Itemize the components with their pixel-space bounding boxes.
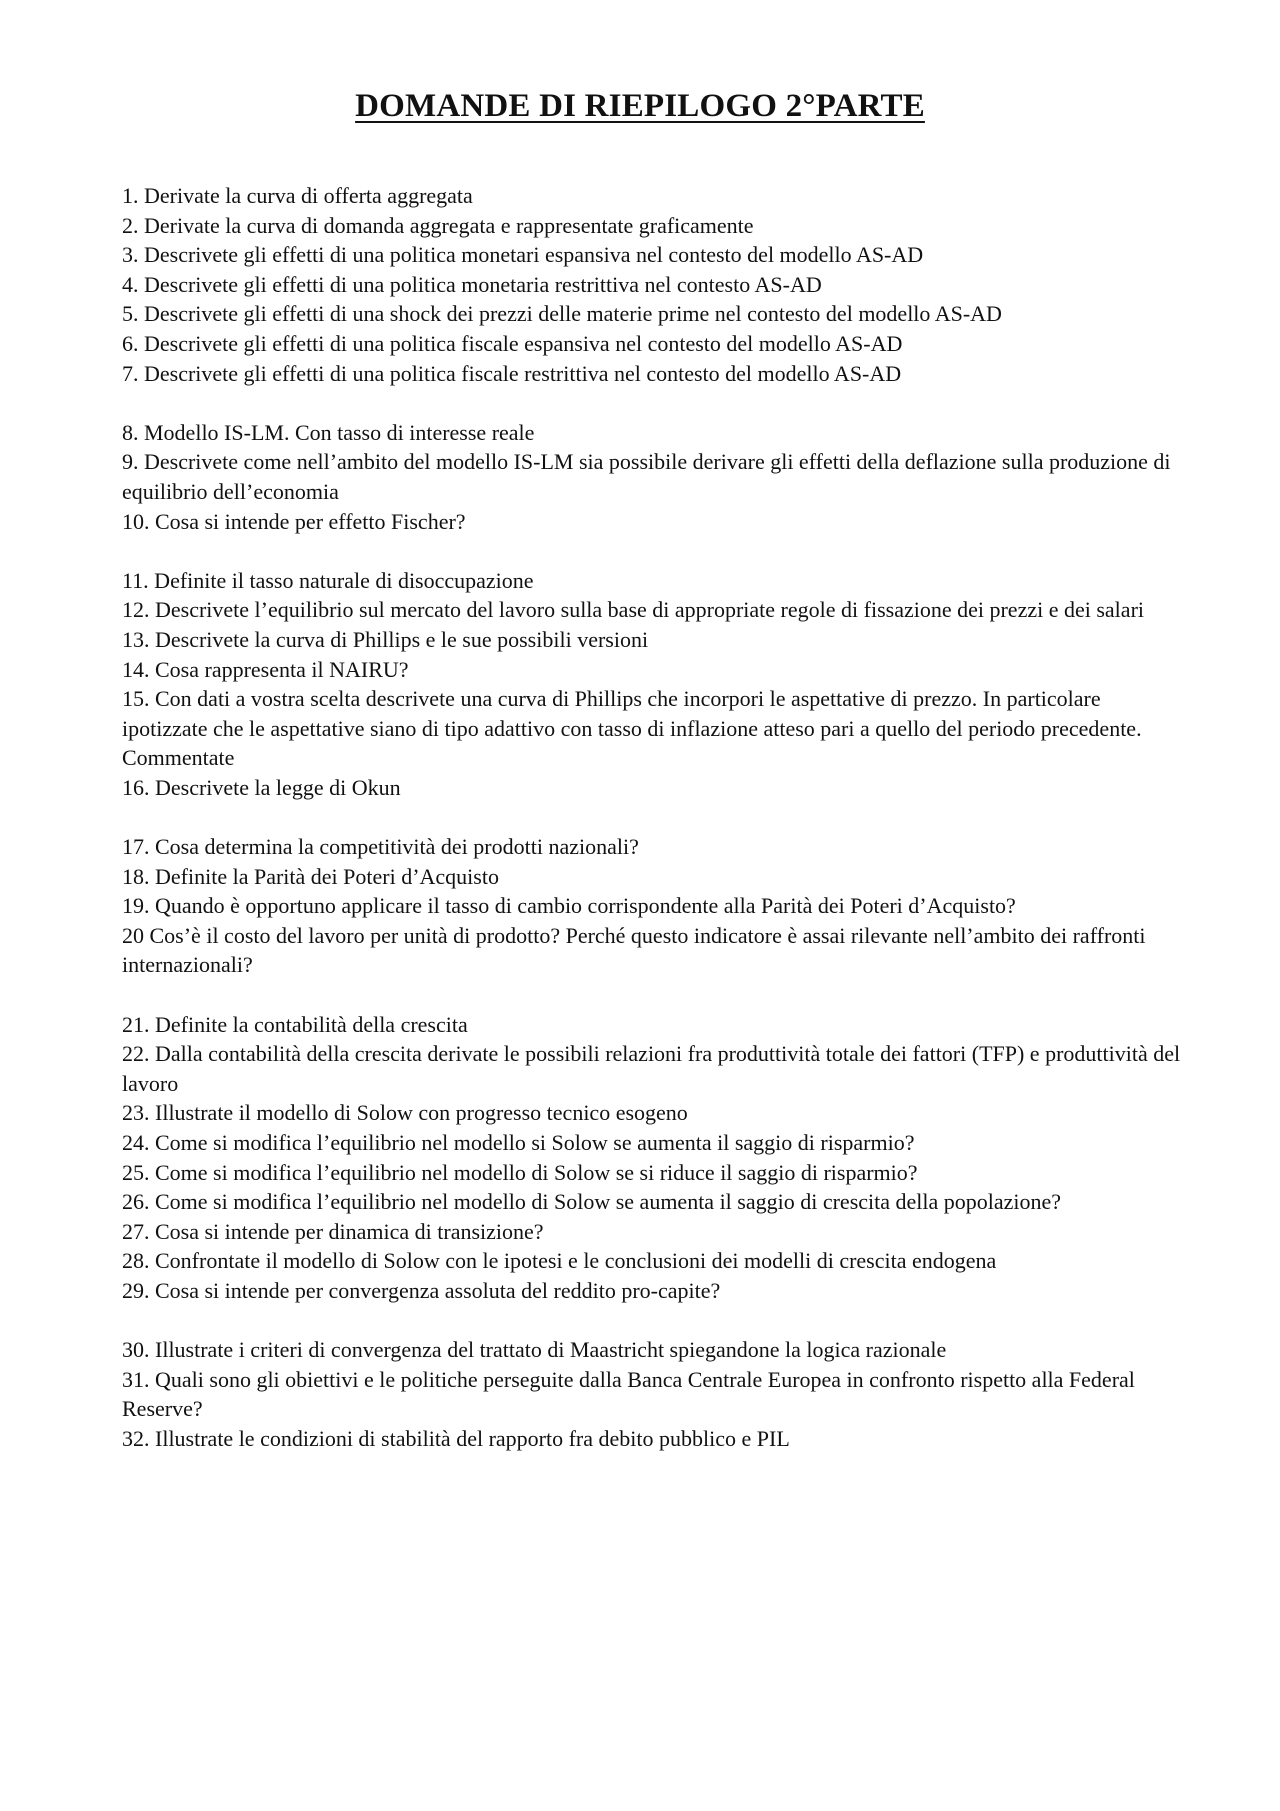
question-item: 12. Descrivete l’equilibrio sul mercato del lavoro sulla base di appropriate regole di fissazione dei prezzi e dei salari	[122, 597, 1145, 623]
question-item: 17. Cosa determina la competitività dei prodotti nazionali?	[122, 834, 639, 860]
question-group-labor-market	[122, 566, 1182, 803]
question-item: 5. Descrivete gli effetti di una shock dei prezzi delle materie prime nel contesto del modello AS-AD	[122, 301, 1002, 327]
question-group-monetary-union	[122, 1335, 1182, 1453]
question-item: 25. Come si modifica l’equilibrio nel modello di Solow se si riduce il saggio di risparmio?	[122, 1159, 918, 1185]
question-group-is-lm	[122, 418, 1182, 536]
question-item: 14. Cosa rappresenta il NAIRU?	[122, 656, 409, 682]
question-item: 22. Dalla contabilità della crescita derivate le possibili relazioni fra produttività totale dei fattori (TFP) e produttività del lavoro	[122, 1041, 1181, 1096]
question-item: 10. Cosa si intende per effetto Fischer?	[122, 508, 466, 534]
document-title: DOMANDE DI RIEPILOGO 2°PARTE	[355, 88, 925, 124]
question-item: 4. Descrivete gli effetti di una politica monetaria restrittiva nel contesto AS-AD	[122, 271, 822, 297]
question-item: 32. Illustrate le condizioni di stabilità del rapporto fra debito pubblico e PIL	[122, 1425, 790, 1451]
question-item: 9. Descrivete come nell’ambito del modello IS-LM sia possibile derivare gli effetti della deflazione sulla produzione di equilibrio dell’economia	[122, 449, 1171, 504]
question-item: 31. Quali sono gli obiettivi e le politiche perseguite dalla Banca Centrale Europea in confronto rispetto alla Federal Reserve?	[122, 1366, 1135, 1422]
question-item: 21. Definite la contabilità della crescita	[122, 1011, 468, 1037]
question-item: 23. Illustrate il modello di Solow con progresso tecnico esogeno	[122, 1100, 688, 1126]
question-item: 8. Modello IS-LM. Con tasso di interesse reale	[122, 419, 535, 445]
question-item: 26. Come si modifica l’equilibrio nel modello di Solow se aumenta il saggio di crescita della popolazione?	[122, 1189, 1062, 1215]
question-group-growth	[122, 1010, 1182, 1306]
question-item: 15. Con dati a vostra scelta descrivete una curva di Phillips che incorpori le aspettative di prezzo. In particolare ipotizzate che le aspettative siano di tipo adattivo con tasso di inflazione atteso pari a quello del periodo precedente. Commentate	[122, 686, 1142, 771]
question-list	[122, 181, 1182, 1483]
question-item: 27. Cosa si intende per dinamica di transizione?	[122, 1218, 544, 1244]
question-item: 3. Descrivete gli effetti di una politica monetari espansiva nel contesto del modello AS-AD	[122, 242, 924, 268]
question-item: 11. Definite il tasso naturale di disoccupazione	[122, 567, 534, 593]
question-item: 13. Descrivete la curva di Phillips e le sue possibili versioni	[122, 626, 649, 652]
question-item: 24. Come si modifica l’equilibrio nel modello si Solow se aumenta il saggio di risparmio?	[122, 1130, 915, 1155]
question-item: 2. Derivate la curva di domanda aggregata e rappresentate graficamente	[122, 212, 754, 238]
question-item: 18. Definite la Parità dei Poteri d’Acquisto	[122, 863, 499, 889]
question-group-competitiveness	[122, 832, 1182, 980]
question-item: 16. Descrivete la legge di Okun	[122, 774, 401, 800]
question-item: 19. Quando è opportuno applicare il tasso di cambio corrispondente alla Parità dei Poteri d’Acquisto?	[122, 893, 1016, 919]
question-item: 29. Cosa si intende per convergenza assoluta del reddito pro-capite?	[122, 1277, 721, 1303]
question-item: 20 Cos’è il costo del lavoro per unità di prodotto? Perché questo indicatore è assai rilevante nell’ambito dei raffronti internazionali?	[122, 922, 1146, 978]
question-item: 28. Confrontate il modello di Solow con le ipotesi e le conclusioni dei modelli di crescita endogena	[122, 1248, 997, 1274]
question-item: 7. Descrivete gli effetti di una politica fiscale restrittiva nel contesto del modello AS-AD	[122, 360, 902, 386]
question-item: 30. Illustrate i criteri di convergenza del trattato di Maastricht spiegandone la logica razionale	[122, 1337, 947, 1363]
question-group-as-ad	[122, 181, 1182, 388]
question-item: 1. Derivate la curva di offerta aggregata	[122, 183, 473, 208]
question-item: 6. Descrivete gli effetti di una politica fiscale espansiva nel contesto del modello AS-AD	[122, 330, 903, 356]
